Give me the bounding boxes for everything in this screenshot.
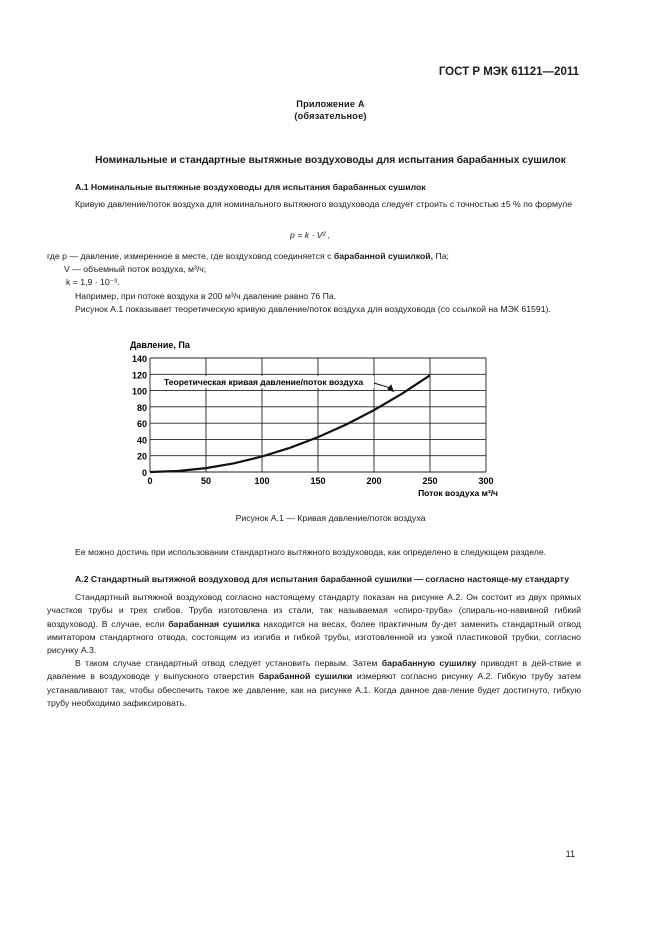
y-tick-label: 80	[136, 402, 147, 413]
section-a2-paragraph-1	[47, 591, 581, 657]
example-text: Например, при потоке воздуха в 200 м³/ч давление равно 76 Па.	[75, 290, 337, 301]
x-tick-label: 100	[254, 476, 270, 486]
section-a2	[47, 573, 581, 710]
definition-k: k = 1,9 · 10⁻³.	[66, 277, 120, 288]
y-tick-label: 140	[131, 354, 147, 364]
y-axis-label: Давление, Па	[130, 340, 190, 350]
section-a2-p2-term-2: барабанной сушилки	[258, 671, 353, 682]
x-tick-label: 250	[422, 476, 438, 486]
page-number: 11	[565, 849, 575, 859]
section-a2-p2-term-1: барабанную сушилку	[381, 658, 477, 669]
y-tick-label: 100	[131, 386, 147, 397]
definition-p-text: где p — давление, измеренное в месте, где воздуховод соединяется с	[47, 251, 334, 261]
after-figure-paragraph: Ее можно достичь при использовании стандартного вытяжного воздуховода, как определено в следующем разделе.	[75, 547, 547, 557]
y-tick-label: 40	[136, 435, 147, 446]
y-tick-label: 0	[141, 468, 147, 478]
appendix-subtitle: (обязательное)	[294, 111, 367, 121]
section-a2-heading: А.2 Стандартный вытяжной воздуховод для испытания барабанной сушилки — согласно настояще-му стандарту	[75, 574, 570, 584]
section-a2-p2-text-1: В таком случае стандартный отвод следует установить первым. Затем	[75, 658, 382, 669]
x-tick-label: 300	[478, 476, 494, 486]
definition-v: V — объемный поток воздуха, м³/ч;	[64, 264, 207, 275]
curve-annotation: Теоретическая кривая давление/поток воздуха	[164, 377, 364, 387]
x-tick-label: 0	[147, 476, 153, 486]
definition-p-unit: Па;	[433, 251, 449, 261]
section-a2-p2-text-3: измеряют согласно рисунку А.2. Гибкую трубу затем устанавливают так, чтобы обеспечить такое же давление, как на рисунке А.1. Когда данное дав-ление будет достигнуто, гибкую трубу необходимо зафиксировать.	[47, 671, 581, 708]
definition-p-term: барабанной сушилкой,	[333, 251, 434, 261]
definition-p	[47, 250, 581, 263]
pressure-flow-chart	[110, 336, 510, 508]
y-tick-label: 20	[136, 451, 147, 462]
section-a2-p1-term: барабанная сушилка	[168, 618, 260, 629]
x-axis-label: Поток воздуха м³/ч	[418, 488, 498, 498]
formula-definitions	[47, 250, 581, 316]
x-tick-label: 200	[366, 476, 382, 486]
section-a2-paragraph-2	[47, 657, 581, 710]
section-a1-heading: А.1 Номинальные вытяжные воздуховоды для испытания барабанных сушилок	[75, 182, 426, 192]
y-tick-label: 60	[136, 419, 147, 430]
page-title: Номинальные и стандартные вытяжные воздуховоды для испытания барабанных сушилок	[95, 155, 566, 166]
section-a2-p2-text-2: приводят в дей-ствие и давление в воздуховоде у выпускного отверстия	[47, 658, 581, 682]
x-tick-label: 150	[310, 476, 326, 486]
document-standard-id: ГОСТ Р МЭК 61121—2011	[438, 66, 579, 78]
figure-reference-text: Рисунок А.1 показывает теоретическую кривую давление/поток воздуха для воздуховода (со ссылкой на МЭК 61591).	[75, 303, 551, 314]
formula: p = k · V² ,	[290, 230, 331, 240]
appendix-title: Приложение А	[296, 99, 365, 109]
x-tick-label: 50	[200, 476, 212, 486]
figure-caption: Рисунок А.1 — Кривая давление/поток воздуха	[235, 513, 426, 523]
appendix-label	[0, 98, 661, 122]
pressure-curve	[150, 375, 430, 472]
section-a2-p1-text-1: Стандартный вытяжной воздуховод согласно настоящему стандарту показан на рисунке А.2. Он состоит из двух прямых участков трубы и трех сгибов. Труба изготовлена из стали, так называемая «спиро-труба» (спираль-но-навивной гибкий воздуховод). В случае, если	[47, 592, 581, 629]
after-figure-text	[47, 546, 581, 559]
section-a1	[47, 181, 581, 211]
y-tick-label: 120	[131, 370, 147, 381]
section-a2-p1-text-2: находится на весах, более практичным бу-дет заменить стандартный отвод имитатором стандартного отвода, состоящим из изгиба и гибкой трубы, изготовленной из узкой пластиковой трубки, согласно рисунку А.3.	[47, 618, 581, 656]
section-a1-paragraph: Кривую давление/поток воздуха для номинального вытяжного воздуховода следует строить с точностью ±5 % по формуле	[75, 199, 573, 210]
